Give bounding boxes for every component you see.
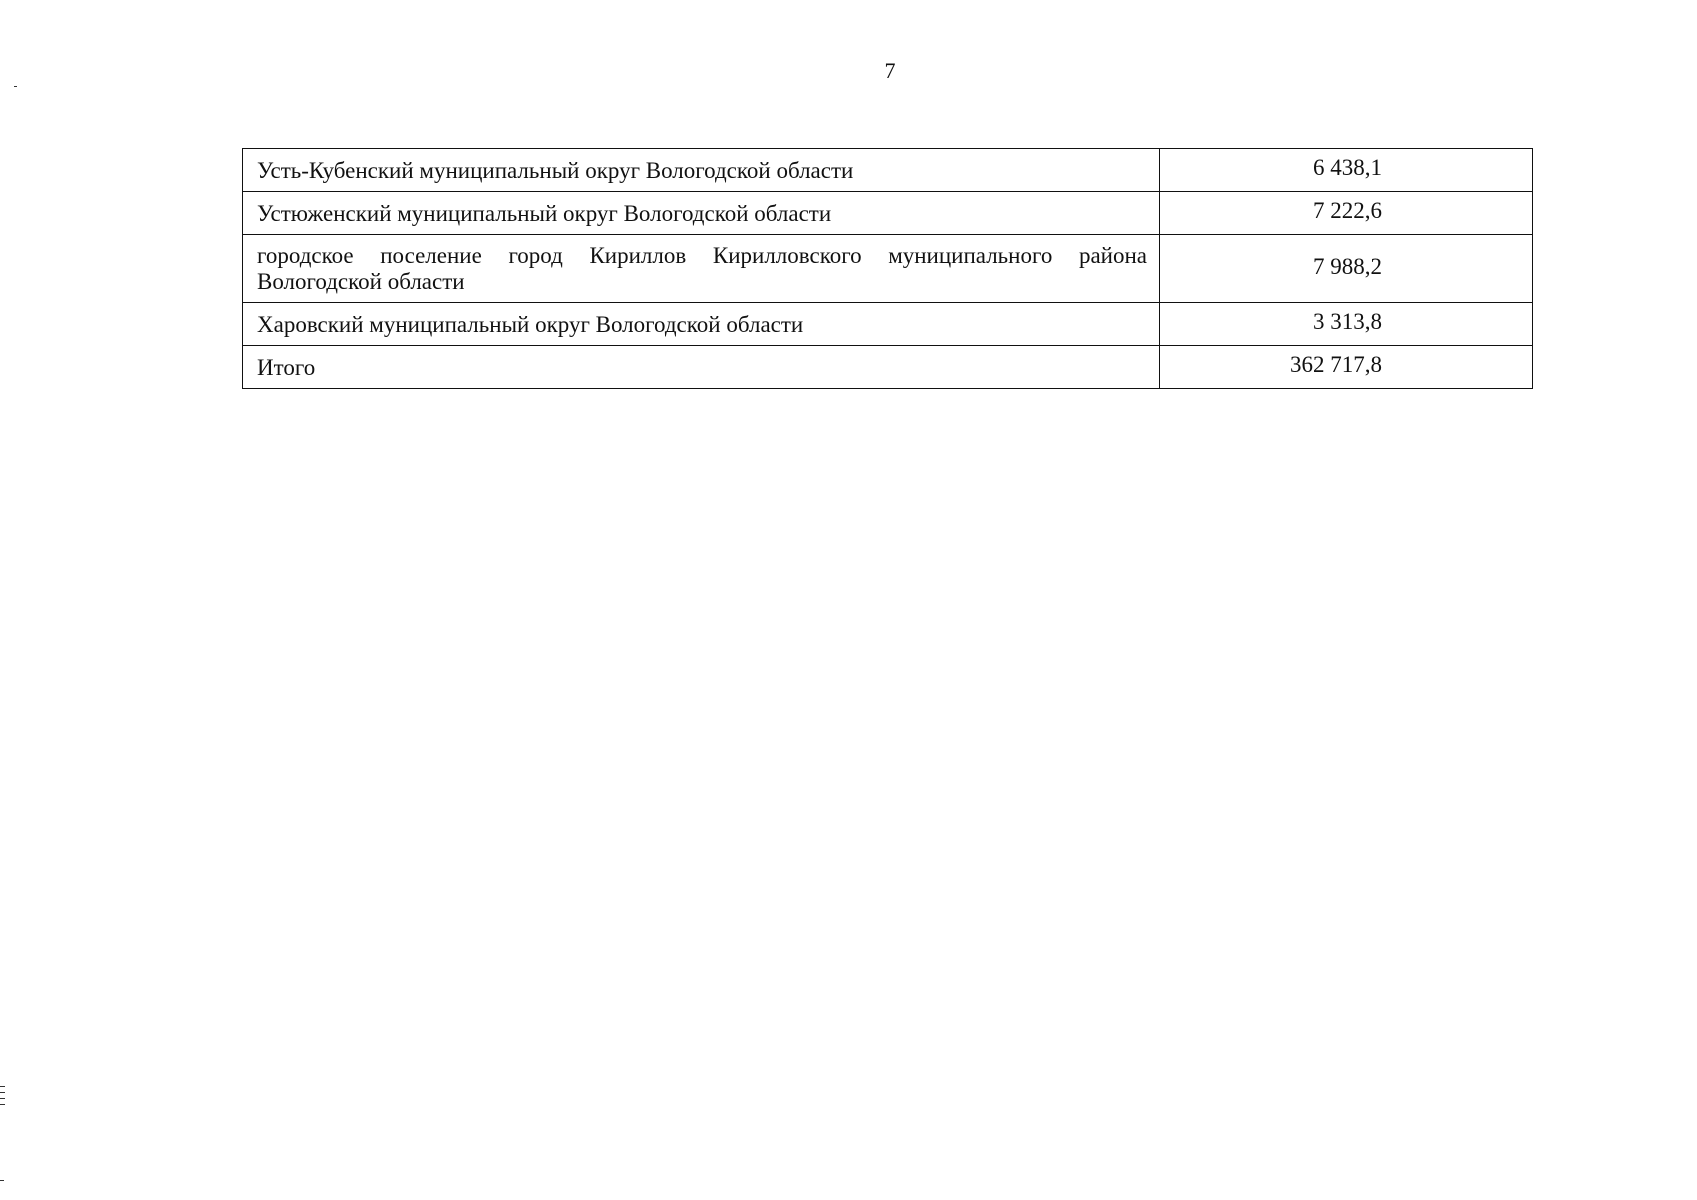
allocation-table [242,148,1533,389]
page-number: 7 [884,58,896,83]
total-label: Итого [243,346,1160,389]
amount-value: 7 222,6 [1160,192,1533,235]
municipality-name: Харовский муниципальный округ Вологодской области [243,303,1160,346]
amount-value: 3 313,8 [1160,303,1533,346]
table-row [243,149,1533,192]
scan-artifact [0,1098,5,1099]
total-value: 362 717,8 [1160,346,1533,389]
data-table [242,148,1533,389]
municipality-name: городское поселение город Кириллов Кирилловского муниципального района Вологодской области [243,235,1160,303]
scan-artifact [0,1104,5,1105]
scan-artifact [0,1092,5,1093]
amount-value: 6 438,1 [1160,149,1533,192]
municipality-name: Усть-Кубенский муниципальный округ Вологодской области [243,149,1160,192]
total-row [243,346,1533,389]
table-row [243,235,1533,303]
table-row [243,303,1533,346]
table-row [243,192,1533,235]
scan-artifact [0,1086,5,1087]
scan-artifact [0,1180,4,1181]
scan-artifact [14,86,17,87]
municipality-name: Устюженский муниципальный округ Вологодской области [243,192,1160,235]
amount-value: 7 988,2 [1160,235,1533,303]
